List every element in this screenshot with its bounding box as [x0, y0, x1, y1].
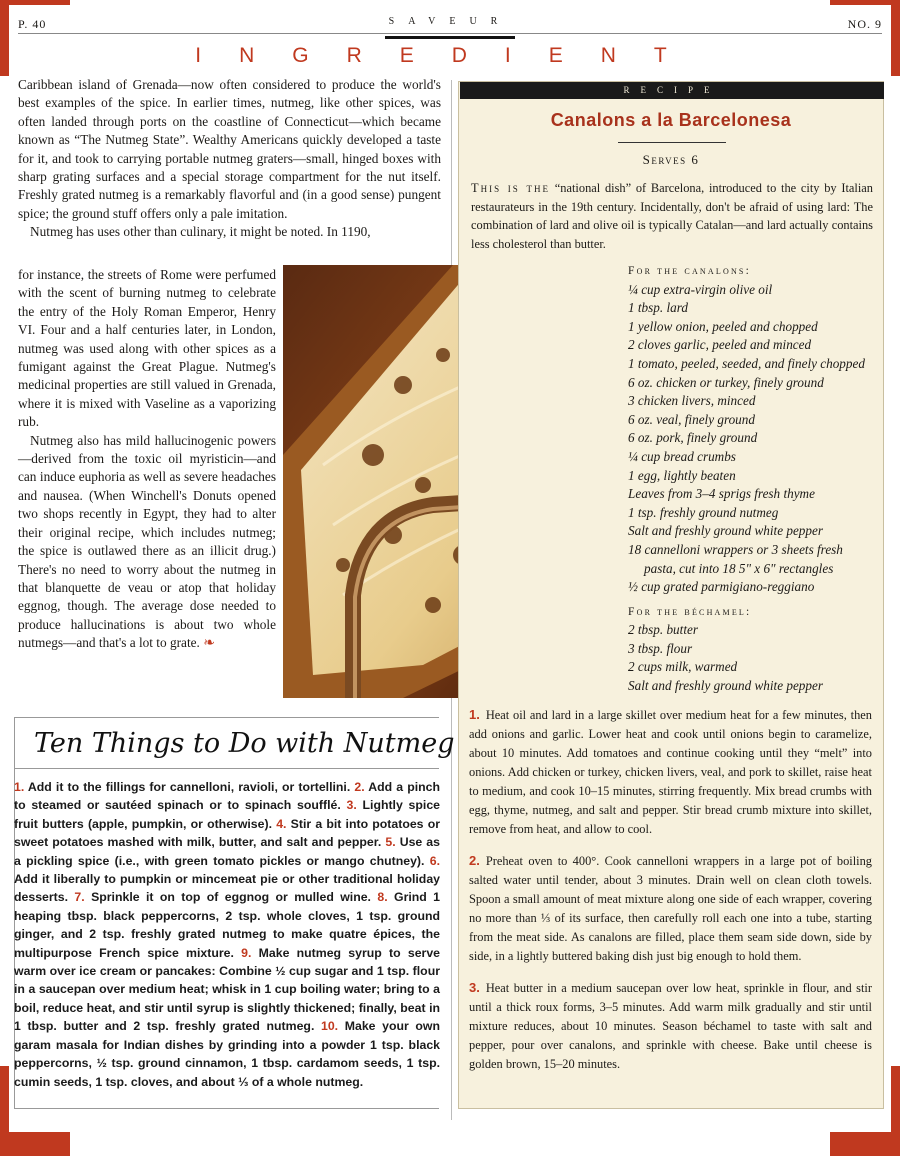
tip-text: Use as a pickling spice (i.e., with green tomato pickles or mango chutney). — [14, 835, 440, 868]
end-mark-icon: ❧ — [203, 636, 215, 652]
tip-number: 7. — [74, 890, 85, 905]
ingredient-item: Leaves from 3–4 sprigs fresh thyme — [628, 486, 815, 502]
tip-number: 9. — [241, 945, 252, 960]
ingredient-item: 3 chicken livers, minced — [628, 393, 756, 409]
tip-number: 5. — [385, 835, 396, 850]
recipe-step: 1. Heat oil and lard in a large skillet over medium heat for a few minutes, then add onions and garlic. Lower heat and cook until onions begin to caramelize, about 10 minutes. Add tomatoes and continue cooking until they “melt” into onions. Add chicken or turkey, chicken livers, veal, and pork to skillet, raise heat to medium, and cook 10–15 minutes, stirring frequently. Mix bread crumbs with egg, thyme, nutmeg, and salt and pepper. Stir bread crumb mixture into skillet, remove from heat, and allow to cool. — [469, 707, 872, 836]
intro-text: “national dish” of Barcelona, introduced to the city by Italian restaurateurs in the 19th century. Incidentally, don't be afraid of using lard: The combination of lard and olive oil is typically Catalan—and lard actually contains less cholesterol than butter. — [471, 181, 874, 251]
article-body-upper — [18, 76, 441, 242]
ingredient-item: ¼ cup bread crumbs — [628, 448, 736, 464]
recipe-step: 3. Heat butter in a medium saucepan over low heat, sprinkle in flour, and stir until a thick roux forms, 3–5 minutes. Add warm milk gradually and stir until mixture reduces, about 10 minutes. Season béchamel to taste with salt and pepper, pour over canalons, and sprinkle with cheese. Bake until cheese is golden brown, 15–20 minutes. — [469, 980, 872, 1071]
ingredient-item: 18 cannelloni wrappers or 3 sheets fresh — [628, 541, 843, 557]
recipe-steps — [469, 705, 872, 1086]
ingredient-item: Salt and freshly ground white pepper — [628, 678, 823, 694]
corner-accent-bl-bottom — [0, 1132, 70, 1156]
ten-things-rule — [14, 768, 439, 769]
intro-lead: This is the — [471, 181, 551, 195]
tip-text: Stir a bit into potatoes or sweet potatoes mashed with milk, butter, and salt and pepper. — [14, 816, 440, 850]
ingredient-item: 1 tsp. freshly ground nutmeg — [628, 504, 779, 520]
recipe-intro — [471, 179, 873, 253]
step-number: 1. — [469, 707, 480, 722]
issue-number: NO. 9 — [847, 17, 882, 31]
recipe-label: RECIPE — [460, 82, 884, 99]
tip-number: 10. — [321, 1019, 339, 1034]
tip-text: Sprinkle it on top of eggnog or mulled wine. — [91, 890, 371, 905]
ten-things-list — [14, 778, 440, 1091]
ingredient-item: 1 yellow onion, peeled and chopped — [628, 318, 818, 334]
tip-number: 8. — [377, 890, 388, 905]
recipe-servings: Serves 6 — [642, 152, 700, 167]
magazine-name: SAVEUR — [388, 16, 512, 27]
tip-text: Add it to the fillings for cannelloni, ravioli, or tortellini. — [27, 780, 351, 794]
corner-accent-tl-top — [0, 0, 70, 5]
tip-text: Lightly spice fruit butters (apple, pumpkin, or otherwise). — [14, 798, 441, 831]
bechamel-heading: For the béchamel: — [628, 605, 752, 618]
running-header — [18, 8, 882, 34]
ingredient-item: ½ cup grated parmigiano-reggiano — [628, 579, 815, 595]
article-paragraph: Nutmeg has uses other than culinary, it might be noted. In 1190, — [30, 224, 371, 240]
header-rule — [385, 36, 515, 39]
tip-text: Add it liberally to pumpkin or mincemeat pie or other traditional holiday desserts. — [14, 872, 440, 905]
tip-text: Make your own garam masala for Indian dishes by grinding into a powder 1 tsp. black peppercorns, ½ tsp. ground cinnamon, 1 tbsp. cardamom seeds, 1 tsp. cumin seeds, 1 tsp. cloves, and about ⅓ of a whole nutmeg. — [14, 1019, 441, 1089]
ingredient-item: 6 oz. pork, finely ground — [628, 430, 758, 446]
ingredient-item: 1 egg, lightly beaten — [628, 467, 736, 483]
page-number: P. 40 — [18, 17, 47, 31]
ingredient-item: 1 tbsp. lard — [628, 300, 688, 316]
ingredient-item: 1 tomato, peeled, seeded, and finely chopped — [628, 355, 865, 371]
article-body-lower — [18, 266, 276, 654]
ingredient-item: 2 cups milk, warmed — [628, 659, 738, 675]
ingredient-item: 2 cloves garlic, peeled and minced — [628, 337, 812, 353]
ingredient-item: 6 oz. chicken or turkey, finely ground — [628, 374, 824, 390]
ten-things-title: Ten Things to Do with Nutmeg — [34, 728, 455, 759]
recipe-step: 2. Preheat oven to 400°. Cook cannelloni wrappers in a large pot of boiling salted water until tender, about 3 minutes. Drain well on clean cloth towels. Spoon a small amount of meat mixture along one side of each wrapper, covering no more than ⅓ of its surface, then carefully roll each one into a tube, starting from the meat side. As canalons are filled, place them seam side down, side by side, in a lightly buttered baking dish just big enough to hold them. — [469, 853, 872, 963]
ingredient-item: 2 tbsp. butter — [628, 622, 698, 638]
tip-text: Add a pinch to steamed or sautéed spinach or to spinach soufflé. — [14, 780, 440, 813]
ingredient-item: Salt and freshly ground white pepper — [628, 523, 823, 539]
ingredient-item: ¼ cup extra-virgin olive oil — [628, 281, 773, 297]
corner-accent-tr-top — [830, 0, 900, 5]
tip-number: 4. — [276, 816, 287, 831]
ingredients-heading: For the canalons: — [628, 265, 751, 277]
corner-accent-br-bottom — [830, 1132, 900, 1156]
tip-number: 6. — [429, 853, 441, 868]
article-paragraph: for instance, the streets of Rome were perfumed with the scent of burning nutmeg to celebrate the entry of the Holy Roman Emperor, Henry VI. Four and a half centuries later, in London, nutmeg was used along with other spices as a fumigant against the Great Plague. Nutmeg's medicinal properties are still valued in Grenada, where it is mixed with Vaseline as a vaporizing rub. — [18, 267, 276, 430]
tip-number: 3. — [346, 798, 357, 813]
step-number: 2. — [469, 853, 480, 868]
ingredients-list — [628, 262, 882, 696]
ingredient-item: pasta, cut into 18 5" x 6" rectangles — [644, 560, 834, 576]
tip-text: Grind 1 heaping tbsp. black peppercorns, 2 tsp. whole cloves, 1 tsp. ground ginger, and 2 tsp. freshly grated nutmeg to make quatre épices, the multipurpose French spice mixture. — [14, 890, 441, 960]
ingredient-item: 6 oz. veal, finely ground — [628, 411, 755, 427]
article-paragraph: Nutmeg also has mild hallucinogenic powers—derived from the toxic oil myristicin—and can induce euphoria as well as severe headaches and nausea. (When Winchell's Donuts opened two shops recently in Egypt, they had to alter their original recipe, which includes nutmeg; the spice is outlawed there as an illicit drug.) There's no need to worry about the nutmeg in that blanquette de veau or atop that holiday eggnog, though. The average dose needed to produce hallucinations is about two whole nutmegs—and that's a lot to grate. ❧ — [18, 432, 276, 652]
recipe-title: Canalons a la Barcelonesa — [550, 110, 792, 130]
article-paragraph: Caribbean island of Grenada—now often considered to produce the world's best examples of the spice. In earlier times, nutmeg, like other spices, was often landed through ports on the coastline of Connecticut—which became known as “The Nutmeg State”. Wealthy Americans quickly developed a taste for it, and took to carrying portable nutmeg graters—small, hinged boxes with sharp grating surfaces and a special storage compartment for the nut itself. Freshly grated nutmeg is a remarkably flavorful and (in a good sense) pungent spice; the ground stuff offers only a pale imitation. — [18, 77, 441, 221]
tip-number: 1. — [14, 780, 25, 794]
tip-text: Make nutmeg syrup to serve warm over ice cream or pancakes: Combine ½ cup sugar and 1 tsp. flour in a saucepan over medium heat; whisk in 1 cup boiling water; bring to a boil, reduce heat, and stir until syrup is slightly thickened; finally, beat in 1 tbsp. butter and 2 tsp. freshly grated nutmeg. — [14, 945, 441, 1034]
section-title: INGREDIENT — [195, 44, 705, 67]
step-number: 3. — [469, 980, 480, 995]
ingredient-item: 3 tbsp. flour — [628, 640, 693, 656]
title-rule — [618, 142, 726, 143]
tip-number: 2. — [354, 780, 365, 794]
